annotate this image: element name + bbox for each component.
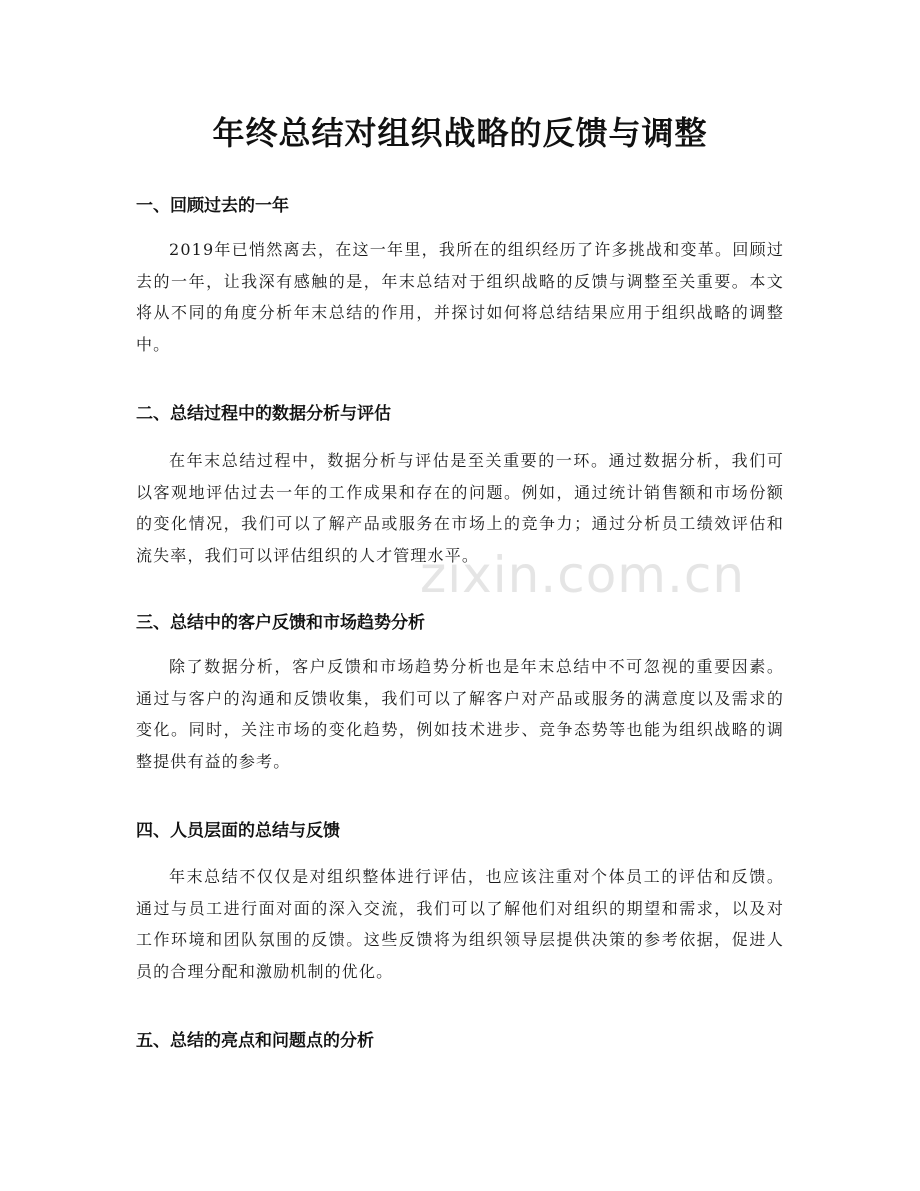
section-heading-1: 一、回顾过去的一年 <box>136 196 289 216</box>
section-heading-2: 二、总结过程中的数据分析与评估 <box>136 404 391 424</box>
section-heading-4: 四、人员层面的总结与反馈 <box>136 821 340 841</box>
section-paragraph-3: 除了数据分析，客户反馈和市场趋势分析也是年末总结中不可忽视的重要因素。通过与客户的沟通和反馈收集，我们可以了解客户对产品或服务的满意度以及需求的变化。同时，关注市场的变化趋势，例如技术进步、竞争态势等也能为组织战略的调整提供有益的参考。 <box>136 657 784 771</box>
section-paragraph-1: 2019年已悄然离去，在这一年里，我所在的组织经历了许多挑战和变革。回顾过去的一年，让我深有感触的是，年末总结对于组织战略的反馈与调整至关重要。本文将从不同的角度分析年末总结的作用，并探讨如何将总结结果应用于组织战略的调整中。 <box>136 240 784 354</box>
section-paragraph-4: 年末总结不仅仅是对组织整体进行评估，也应该注重对个体员工的评估和反馈。通过与员工进行面对面的深入交流，我们可以了解他们对组织的期望和需求，以及对工作环境和团队氛围的反馈。这些反馈将为组织领导层提供决策的参考依据，促进人员的合理分配和激励机制的优化。 <box>136 867 784 981</box>
section-paragraph-2: 在年末总结过程中，数据分析与评估是至关重要的一环。通过数据分析，我们可以客观地评估过去一年的工作成果和存在的问题。例如，通过统计销售额和市场份额的变化情况，我们可以了解产品或服务在市场上的竞争力；通过分析员工绩效评估和流失率，我们可以评估组织的人才管理水平。 <box>136 451 784 565</box>
watermark-text: zixin.com.cn <box>420 546 746 604</box>
section-heading-3: 三、总结中的客户反馈和市场趋势分析 <box>136 613 425 633</box>
section-heading-5: 五、总结的亮点和问题点的分析 <box>136 1031 374 1051</box>
document-title: 年终总结对组织战略的反馈与调整 <box>212 114 708 152</box>
